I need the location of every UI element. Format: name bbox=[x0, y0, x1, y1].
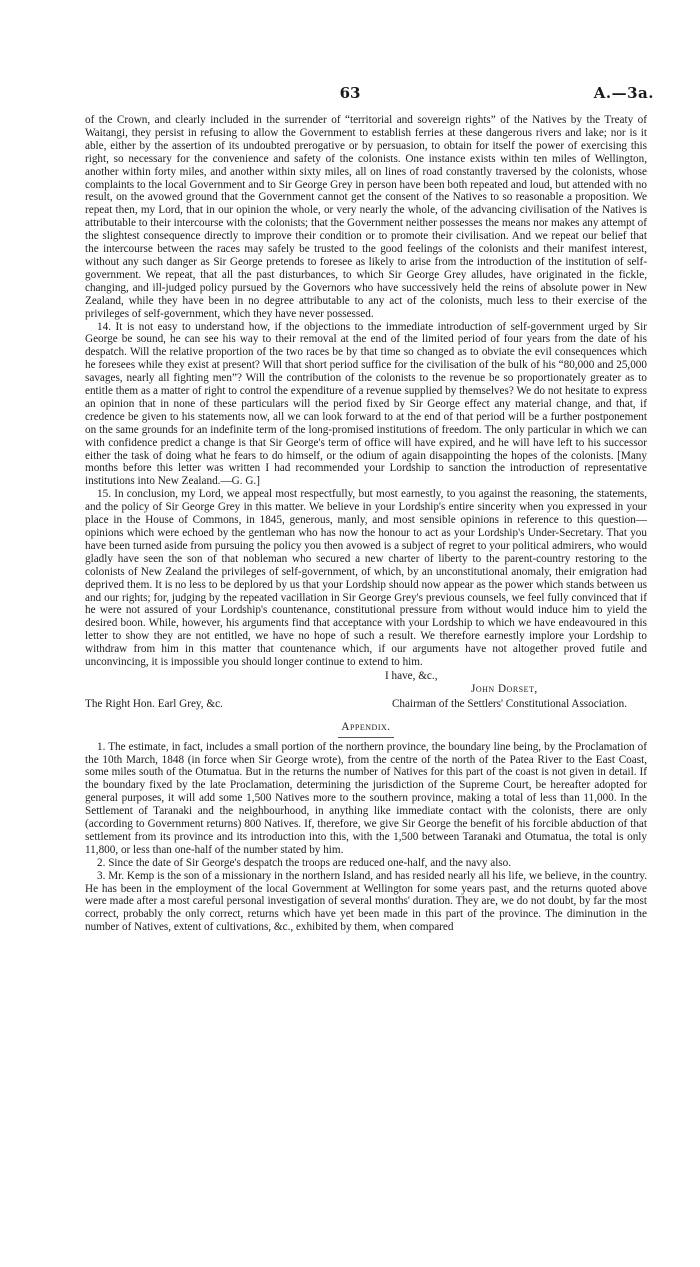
appendix-note-2: 2. Since the date of Sir George's despatch the troops are reduced one-half, and the navy also. bbox=[97, 856, 512, 869]
appendix-heading bbox=[85, 721, 647, 738]
appendix-title: Appendix. bbox=[341, 720, 391, 733]
paragraph-15: 15. In conclusion, my Lord, we appeal most respectfully, but most earnestly, to you against the reasoning, the statements, and the policy of Sir George Grey in this matter. We believe in your Lordship's entire sincerity when you expressed in your place in the House of Commons, in 1845, generous, manly, and most sensible opinions in reference to this question—opinions which were echoed by the gentleman who has now the honour to act as your Lordship's Under-Secretary. That you have been turned aside from pursuing the policy you then avowed is a subject of regret to your political admirers, who would gladly have seen the son of that nobleman who secured a new charter of liberty to the parent-country restoring to the colonists of New Zealand the privileges of self-government, of which, by an unconstitutional anomaly, their emigration had deprived them. It is no less to be deplored by us that your Lordship should now appear as the power which stands between us and our rights; for, judging by the repeated vacillation in Sir George Grey's previous counsels, we feel fully convinced that if he were not assured of your Lordship's countenance, constitutional pressure from without would induce him to yield the desired boon. While, however, his arguments find that acceptance with your Lordship to which we have endeavoured in this letter to show they are not entitled, we have no hope of such a result. We therefore earnestly implore your Lordship to withdraw from him in this matter that countenance which, if our arguments have not altogether proved futile and unconvincing, it is impossible you should longer continue to extend to him. bbox=[85, 488, 647, 669]
paragraph-14: 14. It is not easy to understand how, if the objections to the immediate introduction of self-government urged by Sir George be sound, he can see his way to their removal at the end of the limited period of four years from the date of his despatch. Will the relative proportion of the two races be by that time so changed as to obviate the evil consequences which he foresees while they exist at present? Will that short period suffice for the civilisation of the bulk of his “80,000 and 25,000 savages, nearly all fighting men”? Will the contribution of the colonists to the revenue be so proportionately greater as to entitle them as a matter of right to control the expenditure of a revenue supplied by themselves? We do not hesitate to express an opinion that in none of these particulars will the period fixed by Sir George effect any material change, and that, if credence be given to his statements now, all we can look forward to at the end of that period will be a further postponement on the same grounds for an indefinite term of the long-promised institutions of freedom. The only particular in which we can with confidence predict a change is that Sir George's term of office will have expired, and he will have left to his successor either the task of doing what he fears to do himself, or the odium of again disappointing the hopes of the colonists. [Many months before this letter was written I had recommended your Lordship to sanction the introduction of representative institutions into New Zealand.—G. G.] bbox=[85, 320, 647, 488]
heading-rule bbox=[338, 737, 394, 738]
signature-block bbox=[85, 670, 647, 711]
document-body bbox=[85, 114, 647, 934]
paragraph-continued: of the Crown, and clearly included in the surrender of “territorial and sovereign rights” of the Natives by the Treaty of Waitangi, they persist in refusing to allow the Government to establish ferries at these dangerous rivers and lake; nor is it able, either by the assertion of its undoubted prerogative or by persuasion, to obtain for itself the power of exercising this right, so necessary for the convenience and safety of the colonists. One instance exists within ten miles of Wellington, another within forty miles, and another within sixty miles, all on lines of road constantly traversed by the colonists, whose complaints to the local Government and to Sir George Grey in person have been both repeated and loud, but attended with no result, on the avowed ground that the Government cannot get the consent of the Natives to so reasonable a proposition. We repeat then, my Lord, that in our opinion the whole, or very nearly the whole, of the advancing civilisation of the Natives is attributable to their intercourse with the colonists; that the Government neither possesses the means nor makes any attempt of the slightest consequence directly to improve their condition or to promote their civilisation. And we repeat our belief that the intercourse between the races may safely be trusted to the good feelings of the colonists and their manifest interest, without any such danger as Sir George pretends to foresee as likely to arise from the introduction of the institution of self-government. We repeat, that all the past disturbances, to which Sir George Grey alludes, have originated in the fickle, changing, and ill-judged policy pursued by the Governors who have successively held the reins of absolute power in New Zealand, while they have been in no degree attributable to any act of the colonists, much less to their exercise of the privileges of self-government, which they have never possessed. bbox=[85, 114, 647, 320]
addressee: The Right Hon. Earl Grey, &c. bbox=[85, 697, 223, 710]
page-number: 63 bbox=[339, 84, 361, 102]
document-reference: A.—3a. bbox=[593, 84, 654, 102]
appendix-note-3: 3. Mr. Kemp is the son of a missionary in the northern Island, and has resided nearly all his life, we believe, in the country. He has been in the employment of the local Government at Wellington for some years past, and the returns quoted above were made after a most careful personal investigation of several months' duration. They are, we do not doubt, by far the most correct, probably the only correct, returns which have yet been made in this part of the province. The diminution in the number of Natives, extent of cultivations, &c., exhibited by them, when compared bbox=[85, 869, 647, 934]
signature-closing: I have, &c., bbox=[385, 669, 438, 682]
signature-name: John Dorset, bbox=[471, 682, 538, 695]
signature-row bbox=[85, 698, 647, 711]
signatory-title: Chairman of the Settlers' Constitutional Association. bbox=[391, 697, 627, 710]
appendix-note-1: 1. The estimate, in fact, includes a small portion of the northern province, the boundary line being, by the Proclamation of the 10th March, 1848 (in force when Sir George wrote), from the centre of the north of the Patea River to the East Coast, some miles south of the Otumatua. But in the returns the number of Natives for this part of the coast is not given in detail. If the boundary fixed by the late Proclamation, determining the jurisdiction of the Supreme Court, be hereafter adopted for general purposes, it will add some 1,500 Natives more to the southern province, making a total of less than 11,000. In the Settlement of Taranaki and the neighbourhood, in anything like immediate contact with the colonists, there are only (according to Government returns) 800 Natives. If, therefore, we give Sir George the benefit of his forcible abduction of that settlement from its province and its introduction into this, with the 1,500 between Taranaki and Otumatua, the total is only 11,800, or less than one-half of the number stated by him. bbox=[85, 740, 647, 856]
